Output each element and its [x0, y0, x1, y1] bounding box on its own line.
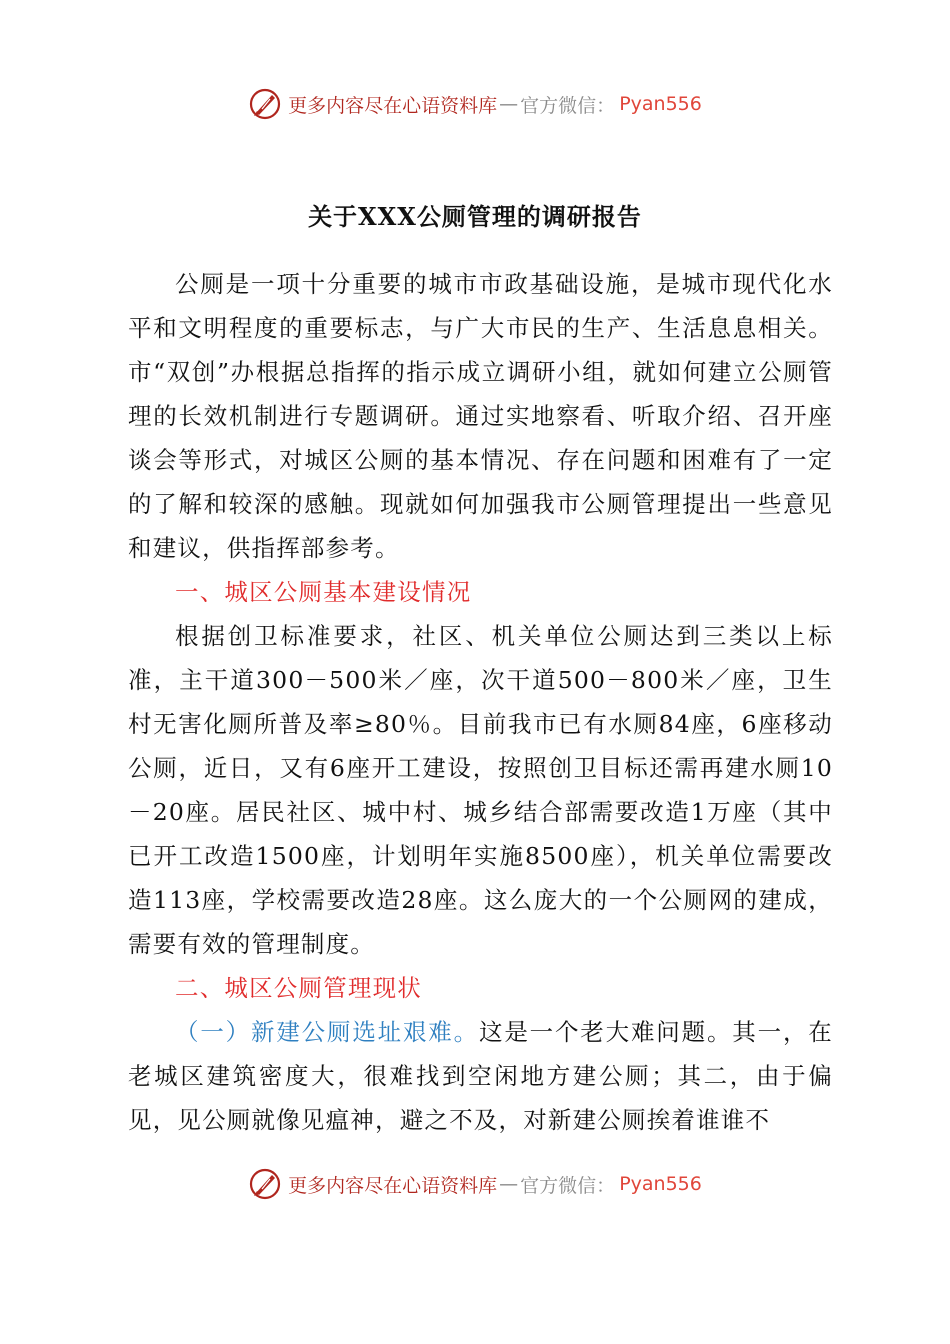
banner-dash: —	[499, 1173, 519, 1195]
pen-quill-logo-icon	[248, 87, 282, 121]
section-1-paragraph: 根据创卫标准要求，社区、机关单位公厕达到三类以上标准，主干道300－500米／座，次干道500－800米／座，卫生村无害化厕所普及率≥80％。目前我市已有水厕84座，6座移动公厕，近日，又有6座开工建设，按照创卫目标还需再建水厕10－20座。居民社区、城中村、城乡结合部需要改造1万座（其中已开工改造1500座，计划明年实施8500座），机关单位需要改造113座，学校需要改造28座。这么庞大的一个公厕网的建成，需要有效的管理制度。	[128, 622, 833, 958]
footer-banner	[0, 1166, 950, 1202]
section-1-heading: 一、城区公厕基本建设情况	[175, 578, 472, 606]
header-banner	[0, 86, 950, 122]
banner-wechat-label: 官方微信：	[520, 1174, 616, 1197]
banner-wechat-id: Pyan556	[619, 93, 702, 115]
intro-paragraph: 公厕是一项十分重要的城市市政基础设施，是城市现代化水平和文明程度的重要标志，与广大市民的生产、生活息息相关。市“双创”办根据总指挥的指示成立调研小组，就如何建立公厕管理的长效机制进行专题调研。通过实地察看、听取介绍、召开座谈会等形式，对城区公厕的基本情况、存在问题和困难有了一定的了解和较深的感触。现就如何加强我市公厕管理提出一些意见和建议，供指挥部参考。	[128, 270, 833, 562]
document-body	[128, 262, 833, 1142]
section-2-heading: 二、城区公厕管理现状	[175, 974, 422, 1002]
subsection-1-body: 这是一个老大难问题。其一，在老城区建筑密度大，很难找到空闲地方建公厕；其二，由于偏见，见公厕就像见瘟神，避之不及，对新建公厕挨着谁谁不	[128, 1018, 833, 1134]
banner-brand-text: 更多内容尽在心语资料库	[288, 1174, 498, 1197]
document-title: 关于XXX公厕管理的调研报告	[308, 202, 642, 231]
banner-brand-text: 更多内容尽在心语资料库	[288, 94, 498, 117]
banner-wechat-label: 官方微信：	[520, 94, 616, 117]
subsection-1-heading: （一）新建公厕选址艰难。	[175, 1018, 479, 1046]
pen-quill-logo-icon	[248, 1167, 282, 1201]
subsection-1-paragraph	[128, 1010, 833, 1142]
banner-wechat-id: Pyan556	[619, 1173, 702, 1195]
banner-dash: —	[499, 93, 519, 115]
